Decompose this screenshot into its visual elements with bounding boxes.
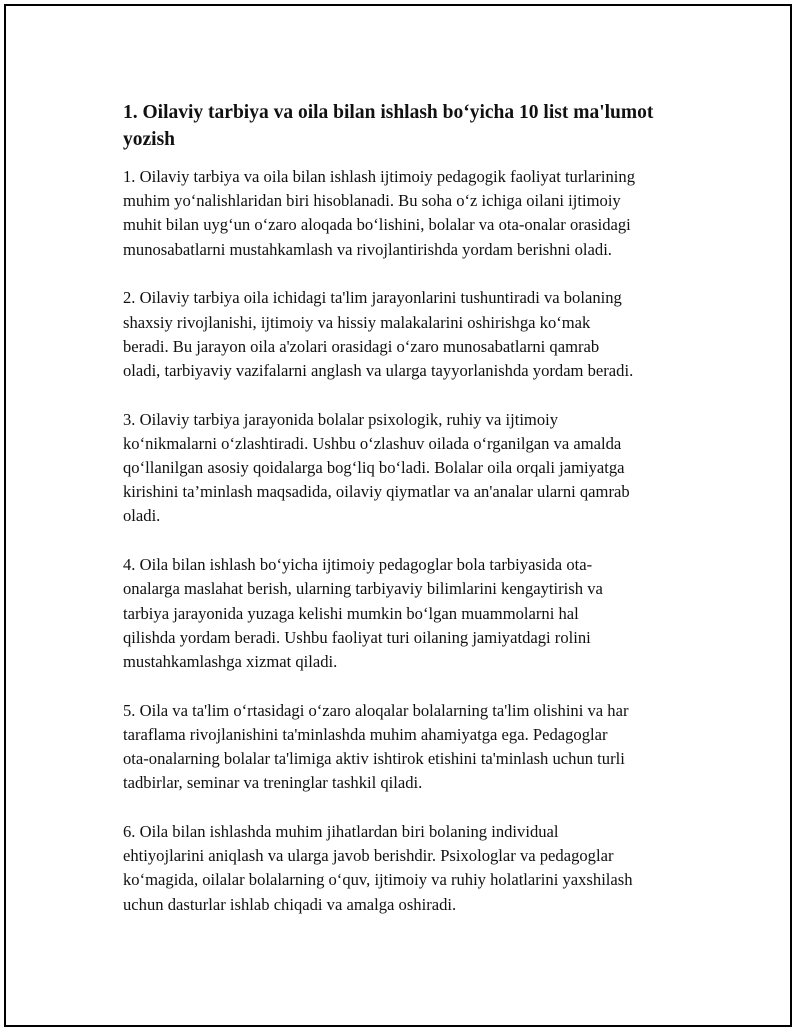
- page-frame: [4, 4, 792, 1027]
- paragraph-3: 3. Oilaviy tarbiya jarayonida bolalar psixologik, ruhiy va ijtimoiy ko‘nikmalarni o‘zlashtiradi. Ushbu o‘zlashuv oilada o‘rganilgan va amalda qo‘llanilgan asosiy qoidalarga bog‘liq bo‘ladi. Bolalar oila orqali jamiyatga kirishini ta’minlash maqsadida, oilaviy qiymatlar va an'analar ularni qamrab oladi.: [123, 409, 630, 526]
- document-body: [119, 99, 699, 941]
- paragraph-4: 4. Oila bilan ishlash bo‘yicha ijtimoiy pedagoglar bola tarbiyasida ota- onalarga maslahat berish, ularning tarbiyaviy bilimlarini kengaytirish va tarbiya jarayonida yuzaga kelishi mumkin bo‘lgan muammolarni hal qilishda yordam beradi. Ushbu faoliyat turi oilaning jamiyatdagi rolini mustahkamlashga xizmat qiladi.: [123, 555, 603, 671]
- paragraph-1: 1. Oilaviy tarbiya va oila bilan ishlash ijtimoiy pedagogik faoliyat turlarining muhim yo‘nalishlaridan biri hisoblanadi. Bu soha o‘z ichiga oilani ijtimoiy muhit bilan uyg‘un o‘zaro aloqada bo‘lishini, bolalar va ota-onalar orasidagi munosabatlarni mustahkamlash va rivojlantirishda yordam berishni oladi.: [123, 167, 635, 259]
- document-title: 1. Oilaviy tarbiya va oila bilan ishlash bo‘yicha 10 list ma'lumot yozish: [123, 102, 654, 150]
- paragraph-5: 5. Oila va ta'lim o‘rtasidagi o‘zaro aloqalar bolalarning ta'lim olishini va har taraflama rivojlanishini ta'minlashda muhim ahamiyatga ega. Pedagoglar ota-onalarning bolalar ta'limiga aktiv ishtirok etishini ta'minlash uchun turli tadbirlar, seminar va treninglar tashkil qiladi.: [123, 700, 629, 793]
- paragraph-2: 2. Oilaviy tarbiya oila ichidagi ta'lim jarayonlarini tushuntiradi va bolaning shaxsiy rivojlanishi, ijtimoiy va hissiy malakalarini oshirishga ko‘mak beradi. Bu jarayon oila a'zolari orasidagi o‘zaro munosabatlarni qamrab oladi, tarbiyaviy vazifalarni anglash va ularga tayyorlanishda yordam beradi.: [123, 288, 634, 380]
- paragraph-6: 6. Oila bilan ishlashda muhim jihatlardan biri bolaning individual ehtiyojlarini aniqlash va ularga javob berishdir. Psixologlar va pedagoglar ko‘magida, oilalar bolalarning o‘quv, ijtimoiy va ruhiy holatlarini yaxshilash uchun dasturlar ishlab chiqadi va amalga oshiradi.: [123, 821, 633, 914]
